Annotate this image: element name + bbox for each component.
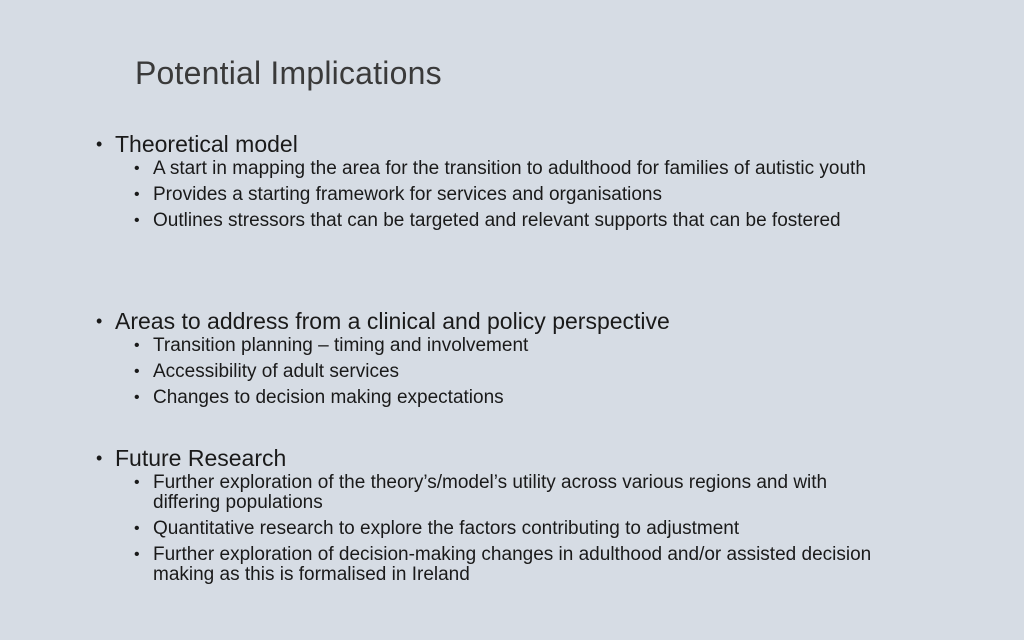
sub-bullet-list bbox=[96, 159, 876, 231]
bullet-icon: • bbox=[134, 363, 140, 380]
bullet-icon: • bbox=[134, 389, 140, 406]
sub-bullet-text: Quantitative research to explore the factors contributing to adjustment bbox=[153, 518, 740, 539]
section-areas-to-address bbox=[96, 308, 876, 414]
sub-bullet bbox=[96, 185, 876, 205]
sub-bullet-text: Further exploration of decision-making changes in adulthood and/or assisted decision making as this is formalised in Ireland bbox=[153, 544, 872, 585]
bullet-icon: • bbox=[134, 337, 140, 354]
section-theoretical-model bbox=[96, 131, 876, 237]
bullet-icon: • bbox=[96, 311, 103, 331]
sub-bullet-text: Further exploration of the theory’s/model’s utility across various regions and with differing populations bbox=[153, 472, 828, 513]
bullet-icon: • bbox=[134, 474, 140, 491]
main-bullet bbox=[96, 131, 876, 157]
bullet-icon: • bbox=[134, 212, 140, 229]
bullet-icon: • bbox=[134, 160, 140, 177]
sub-bullet-text: Outlines stressors that can be targeted and relevant supports that can be fostered bbox=[153, 210, 841, 231]
bullet-icon: • bbox=[134, 520, 140, 537]
bullet-icon: • bbox=[134, 546, 140, 563]
section-future-research bbox=[96, 445, 876, 591]
sub-bullet-text: Accessibility of adult services bbox=[153, 361, 400, 382]
sub-bullet-text: A start in mapping the area for the transition to adulthood for families of autistic youth bbox=[153, 158, 866, 179]
sub-bullet bbox=[96, 362, 876, 382]
section-heading: Areas to address from a clinical and policy perspective bbox=[115, 308, 670, 334]
bullet-icon: • bbox=[134, 186, 140, 203]
sub-bullet bbox=[96, 159, 876, 179]
main-bullet bbox=[96, 308, 876, 334]
sub-bullet bbox=[96, 388, 876, 408]
sub-bullet bbox=[96, 519, 876, 539]
main-bullet bbox=[96, 445, 876, 471]
sub-bullet bbox=[96, 473, 876, 513]
sub-bullet-list bbox=[96, 336, 876, 408]
sub-bullet bbox=[96, 336, 876, 356]
bullet-icon: • bbox=[96, 134, 103, 154]
sub-bullet bbox=[96, 545, 876, 585]
section-heading: Theoretical model bbox=[115, 131, 298, 157]
sub-bullet-text: Transition planning – timing and involvement bbox=[153, 335, 529, 356]
sub-bullet-text: Provides a starting framework for services and organisations bbox=[153, 184, 663, 205]
bullet-icon: • bbox=[96, 448, 103, 468]
section-heading: Future Research bbox=[115, 445, 287, 471]
sub-bullet-list bbox=[96, 473, 876, 585]
sub-bullet-text: Changes to decision making expectations bbox=[153, 387, 504, 408]
sub-bullet bbox=[96, 211, 876, 231]
slide-title: Potential Implications bbox=[135, 55, 442, 91]
